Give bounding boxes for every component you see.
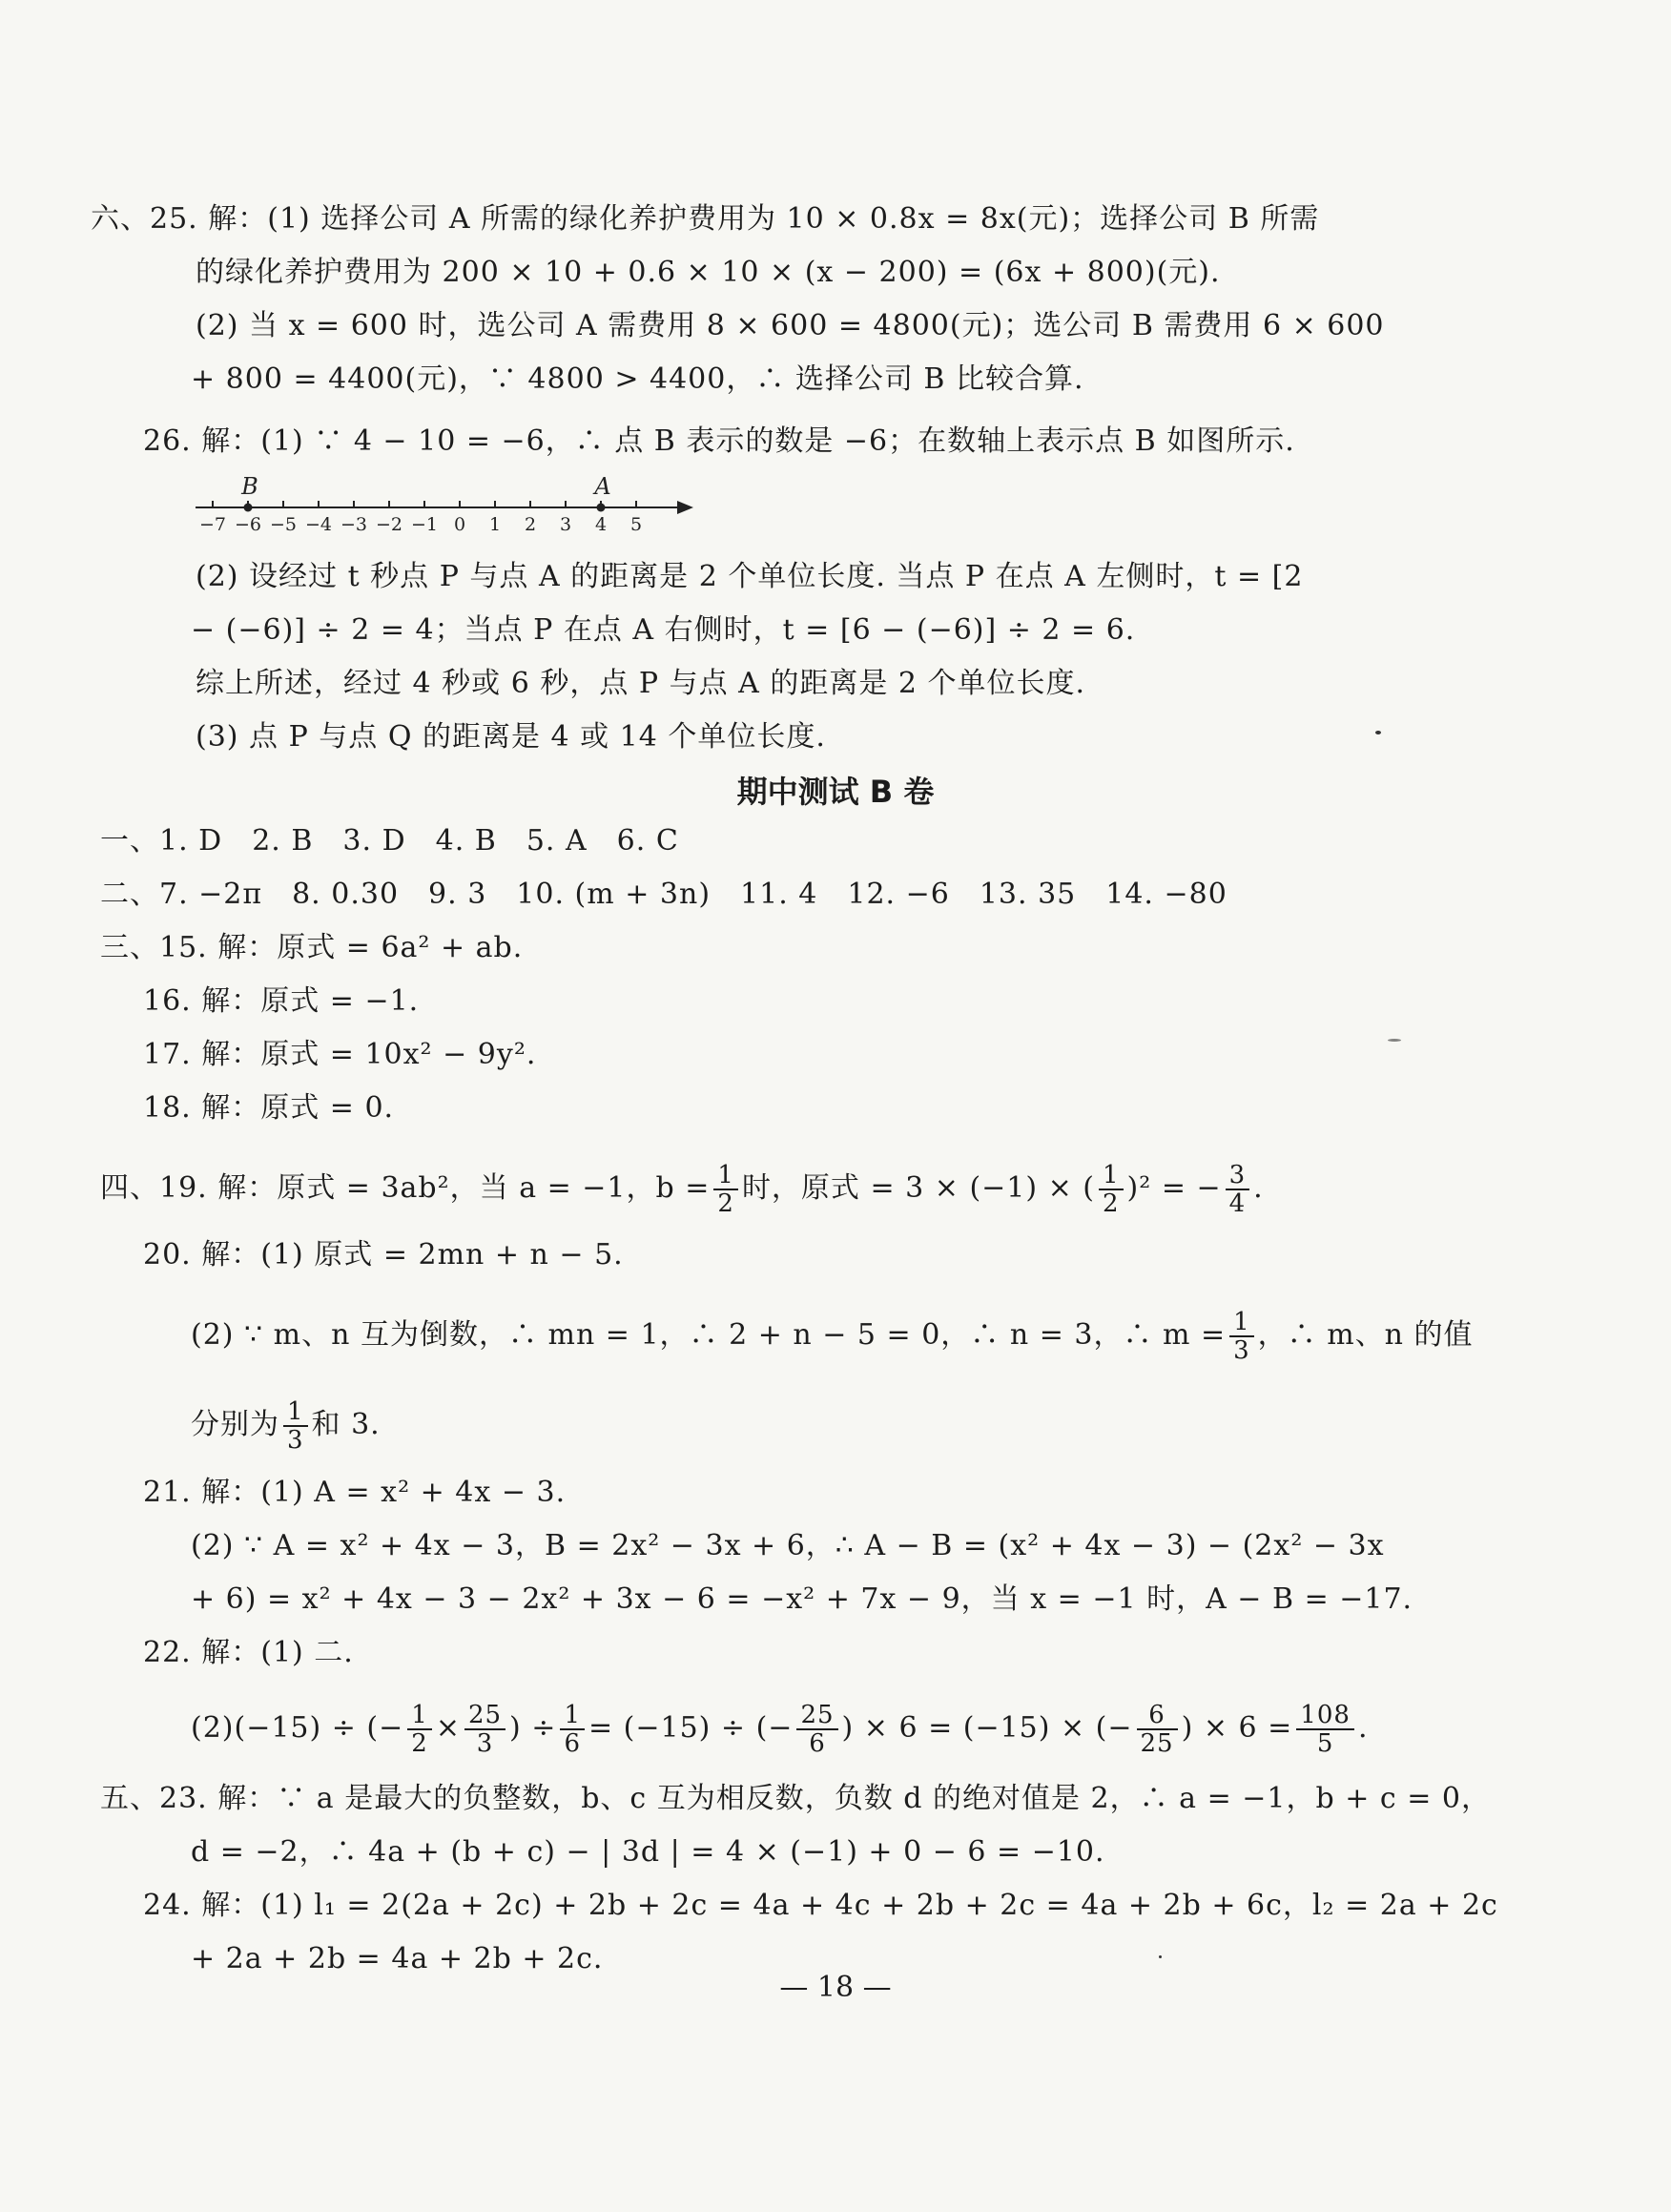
- number-line-tick-label: −3: [340, 514, 368, 535]
- fraction-denominator: 6: [564, 1729, 581, 1758]
- q19-text-1: 四、19. 解：原式 = 3ab²，当 a = −1，b =: [100, 1171, 711, 1205]
- fraction: [560, 1702, 585, 1757]
- q25-line-3: (2) 当 x = 600 时，选公司 A 需费用 8 × 600 = 4800(元)；选公司 B 需费用 6 × 600: [196, 309, 1385, 342]
- q24-line-2: + 2a + 2b = 4a + 2b + 2c.: [191, 1942, 604, 1975]
- q25-line-2: 的绿化养护费用为 200 × 10 + 0.6 × 10 × (x − 200) = (6x + 800)(元).: [196, 256, 1221, 289]
- q19-text-2: 时，原式 = 3 × (−1) × (: [741, 1171, 1095, 1205]
- scan-speck: [1159, 1955, 1162, 1958]
- number-line-arrow: [677, 501, 693, 514]
- q21-part2: (2) ∵ A = x² + 4x − 3，B = 2x² − 3x + 6，∴ A − B = (x² + 4x − 3) − (2x² − 3x: [191, 1529, 1385, 1562]
- q26-line-5: (3) 点 P 与点 Q 的距离是 4 或 14 个单位长度.: [196, 720, 826, 754]
- q22-part1: 22. 解：(1) 二.: [143, 1636, 354, 1669]
- q16-answer: 16. 解：原式 = −1.: [143, 984, 420, 1018]
- fraction: [713, 1162, 738, 1217]
- fraction-numerator: 1: [407, 1702, 432, 1730]
- q22-text-4: = (−15) ÷ (−: [588, 1711, 794, 1745]
- number-line-tick-label: −4: [304, 514, 333, 535]
- q26-line-3: − (−6)] ÷ 2 = 4；当点 P 在点 A 右侧时，t = [6 − (−6)] ÷ 2 = 6.: [191, 613, 1136, 647]
- fraction: [796, 1702, 837, 1757]
- q26-line-1: 26. 解：(1) ∵ 4 − 10 = −6，∴ 点 B 表示的数是 −6；在数轴上表示点 B 如图所示.: [143, 424, 1295, 458]
- number-line-point-label: B: [241, 473, 258, 500]
- number-line-tick-label: 2: [524, 514, 537, 535]
- fraction-numerator: 1: [1229, 1309, 1254, 1337]
- fraction-denominator: 25: [1140, 1729, 1174, 1758]
- q20-text-1: (2) ∵ m、n 互为倒数，∴ mn = 1，∴ 2 + n − 5 = 0，∴ n = 3，∴ m =: [191, 1318, 1227, 1352]
- number-line-tick-label: 0: [453, 514, 466, 535]
- q24-line-1: 24. 解：(1) l₁ = 2(2a + 2c) + 2b + 2c = 4a + 4c + 2b + 2c = 4a + 2b + 6c，l₂ = 2a + 2c: [143, 1889, 1498, 1922]
- page-number: — 18 —: [779, 1971, 892, 2004]
- q25-line-1: 六、25. 解：(1) 选择公司 A 所需的绿化养护费用为 10 × 0.8x = 8x(元)；选择公司 B 所需: [91, 202, 1320, 236]
- q20-text-2: ，∴ m、n 的值: [1257, 1318, 1474, 1352]
- q23-line-2: d = −2，∴ 4a + (b + c) − | 3d | = 4 × (−1) + 0 − 6 = −10.: [191, 1835, 1105, 1869]
- q21-part2-cont: + 6) = x² + 4x − 3 − 2x² + 3x − 6 = −x² + 7x − 9，当 x = −1 时，A − B = −17.: [191, 1582, 1413, 1616]
- number-line-tick-label: 5: [629, 514, 643, 535]
- q20-text-4: 和 3.: [311, 1408, 381, 1441]
- section-one-answers: 一、1. D 2. B 3. D 4. B 5. A 6. C: [100, 824, 679, 858]
- q19-text-3: )² = −: [1126, 1171, 1222, 1205]
- q22-text-1: (2)(−15) ÷ (−: [191, 1711, 404, 1745]
- q26-line-2: (2) 设经过 t 秒点 P 与点 A 的距离是 2 个单位长度. 当点 P 在点 A 左侧时，t = [2: [196, 560, 1304, 593]
- section-title: 期中测试 B 卷: [736, 774, 935, 810]
- number-line-tick-label: −5: [269, 514, 298, 535]
- fraction: [464, 1702, 505, 1757]
- fraction-numerator: 1: [283, 1398, 308, 1427]
- fraction-numerator: 25: [464, 1702, 505, 1730]
- scan-speck: [1388, 1039, 1401, 1042]
- fraction-denominator: 2: [1103, 1189, 1120, 1218]
- q22-text-2: ×: [435, 1711, 461, 1745]
- q22-text-7: .: [1357, 1711, 1369, 1745]
- q22-text-3: ) ÷: [509, 1711, 557, 1745]
- fraction: [1099, 1162, 1124, 1217]
- fraction-numerator: 1: [713, 1162, 738, 1190]
- fraction-denominator: 2: [411, 1729, 428, 1758]
- number-line-figure: [196, 469, 711, 536]
- fraction-denominator: 3: [476, 1729, 494, 1758]
- q19-answer: [100, 1162, 1264, 1217]
- q20-part1: 20. 解：(1) 原式 = 2mn + n − 5.: [143, 1238, 624, 1271]
- number-line-point: [597, 504, 606, 512]
- fraction-denominator: 3: [287, 1426, 304, 1455]
- fraction-denominator: 3: [1233, 1336, 1250, 1365]
- q22-text-5: ) × 6 = (−15) × (−: [841, 1711, 1133, 1745]
- q17-answer: 17. 解：原式 = 10x² − 9y².: [143, 1038, 537, 1071]
- q19-text-4: .: [1253, 1171, 1264, 1205]
- fraction-numerator: 25: [796, 1702, 837, 1730]
- scan-speck: [1375, 731, 1381, 734]
- number-line-point-label: A: [594, 473, 611, 500]
- number-line-tick-label: −1: [410, 514, 439, 535]
- q20-text-3: 分别为: [191, 1408, 279, 1441]
- number-line-tick-label: 4: [594, 514, 608, 535]
- q22-part2: [191, 1702, 1368, 1757]
- fraction-denominator: 2: [717, 1189, 734, 1218]
- fraction-denominator: 4: [1228, 1189, 1247, 1218]
- q20-part2: [191, 1309, 1474, 1364]
- fraction-numerator: 6: [1137, 1702, 1178, 1730]
- q20-part2-cont: [191, 1398, 381, 1454]
- section-two-answers: 二、7. −2π 8. 0.30 9. 3 10. (m + 3n) 11. 4 12. −6 13. 35 14. −80: [100, 878, 1227, 911]
- number-line-tick-label: −6: [234, 514, 262, 535]
- fraction-numerator: 1: [560, 1702, 585, 1730]
- q15-answer: 三、15. 解：原式 = 6a² + ab.: [100, 931, 524, 964]
- fraction-denominator: 5: [1316, 1729, 1334, 1758]
- q21-part1: 21. 解：(1) A = x² + 4x − 3.: [143, 1476, 567, 1509]
- fraction-numerator: 108: [1296, 1702, 1354, 1730]
- fraction: [1229, 1309, 1254, 1364]
- fraction: [283, 1398, 308, 1454]
- fraction: [407, 1702, 432, 1757]
- fraction: [1137, 1702, 1178, 1757]
- fraction-denominator: 6: [809, 1729, 826, 1758]
- q22-text-6: ) × 6 =: [1181, 1711, 1293, 1745]
- fraction-numerator: 3: [1226, 1162, 1250, 1190]
- number-line-tick-label: 3: [559, 514, 572, 535]
- q23-line-1: 五、23. 解：∵ a 是最大的负整数，b、c 互为相反数，负数 d 的绝对值是 2，∴ a = −1，b + c = 0，: [100, 1782, 1492, 1815]
- number-line-tick-label: −7: [198, 514, 227, 535]
- fraction: [1226, 1162, 1250, 1217]
- q25-line-4: + 800 = 4400(元)，∵ 4800 > 4400，∴ 选择公司 B 比较合算.: [191, 362, 1084, 396]
- q26-line-4: 综上所述，经过 4 秒或 6 秒，点 P 与点 A 的距离是 2 个单位长度.: [196, 667, 1086, 700]
- number-line-tick-label: 1: [488, 514, 502, 535]
- q18-answer: 18. 解：原式 = 0.: [143, 1091, 395, 1125]
- fraction-numerator: 1: [1099, 1162, 1124, 1190]
- fraction: [1296, 1702, 1354, 1757]
- number-line-point: [244, 504, 253, 512]
- number-line-tick-label: −2: [375, 514, 403, 535]
